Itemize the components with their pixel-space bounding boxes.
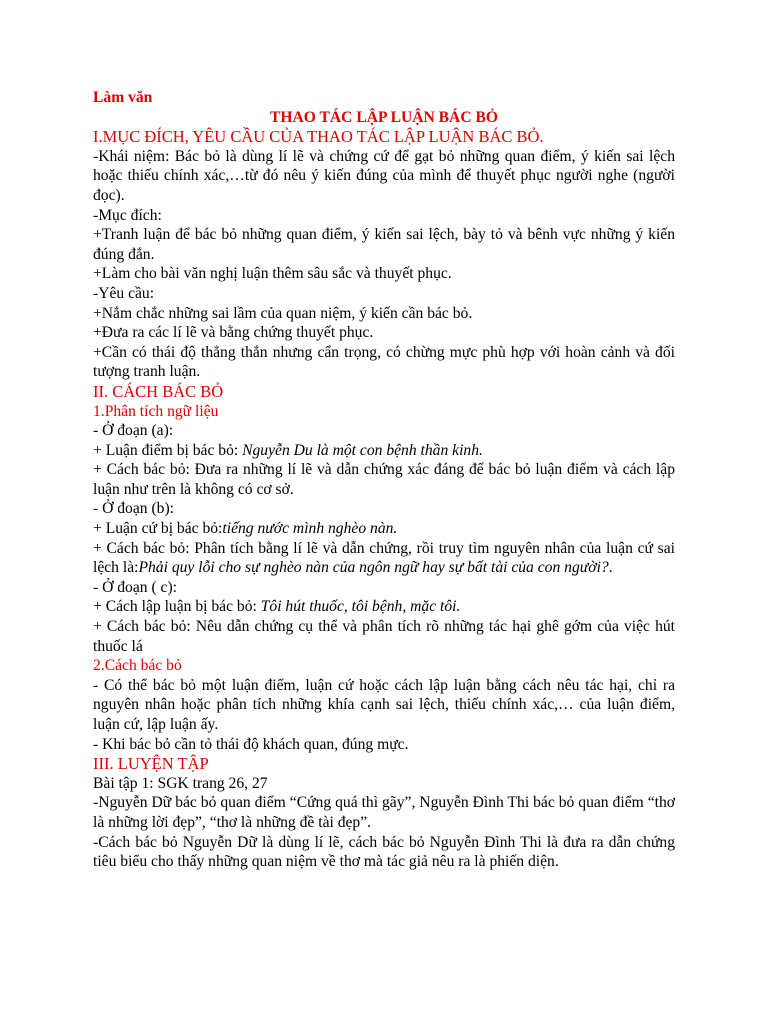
passage-b-method: + Cách bác bỏ: Phân tích bằng lí lẽ và dẫn chứng, rồi truy tìm nguyên nhân của luận cứ sai lệch là:Phải quy lỗi cho sự nghèo nàn của ngôn ngữ hay sự bất tài của con người?. [93, 539, 675, 577]
passage-c-reasoning: + Cách lập luận bị bác bỏ: Tôi hút thuốc, tôi bệnh, mặc tôi. [93, 598, 461, 616]
document-title: THAO TÁC LẬP LUẬN BÁC BỎ [269, 108, 499, 126]
exercise-1-answer-2: -Cách bác bỏ Nguyễn Dữ là dùng lí lẽ, cách bác bỏ Nguyễn Đình Thi là đưa ra dẫn chứng tiêu biểu cho thấy những quan niệm về thơ mà tác giả nêu ra là phiến diện. [93, 833, 675, 871]
document-page [93, 88, 675, 872]
passage-b-argument: + Luận cứ bị bác bỏ:tiếng nước mình nghèo nàn. [93, 520, 398, 538]
subject-label: Làm văn [93, 89, 153, 106]
requirement-item-1: +Nắm chắc những sai lầm của quan niệm, ý kiến cần bác bỏ. [93, 304, 473, 322]
purpose-item-2: +Làm cho bài văn nghị luận thêm sâu sắc và thuyết phục. [93, 265, 452, 283]
method-paragraph-2: - Khi bác bỏ cần tỏ thái độ khách quan, đúng mực. [93, 735, 409, 753]
subsection-method-heading: 2.Cách bác bỏ [93, 657, 182, 675]
section-2-heading: II. CÁCH BÁC BỎ [93, 381, 224, 401]
definition-paragraph: -Khái niệm: Bác bỏ là dùng lí lẽ và chứng cứ để gạt bỏ những quan điểm, ý kiến sai lệch hoặc thiếu chính xác,…từ đó nêu ý kiến đúng của mình để thuyết phục người nghe (người đọc). [93, 147, 675, 204]
exercise-1-answer-1: -Nguyễn Dữ bác bỏ quan điểm “Cứng quá thì gãy”, Nguyễn Đình Thi bác bỏ quan điểm “thơ là những lời đẹp”, “thơ là những đề tài đẹp”. [93, 794, 675, 831]
requirement-label: -Yêu cầu: [93, 284, 155, 302]
section-3-heading: III. LUYỆN TẬP [93, 754, 209, 774]
section-1-heading: I.MỤC ĐÍCH, YÊU CẦU CỦA THAO TÁC LẬP LUẬN BÁC BỎ. [93, 127, 544, 147]
passage-b-heading: - Ở đoạn (b): [93, 500, 174, 518]
passage-c-method: + Cách bác bỏ: Nêu dẫn chứng cụ thể và phân tích rõ những tác hại ghê gớm của việc hút thuốc lá [93, 618, 675, 655]
passage-a-method: + Cách bác bỏ: Đưa ra những lí lẽ và dẫn chứng xác đáng để bác bỏ luận điểm và cách lập luận như trên là không có cơ sở. [93, 461, 675, 498]
passage-a-thesis: + Luận điểm bị bác bỏ: Nguyễn Du là một con bệnh thần kinh. [93, 441, 483, 459]
purpose-label: -Mục đích: [93, 206, 162, 224]
requirement-item-3: +Cần có thái độ thẳng thắn nhưng cẩn trọng, có chừng mực phù hợp với hoàn cảnh và đối tượng tranh luận. [93, 343, 675, 381]
exercise-1-label: Bài tập 1: SGK trang 26, 27 [93, 774, 268, 792]
requirement-item-2: +Đưa ra các lí lẽ và bằng chứng thuyết phục. [93, 324, 374, 342]
purpose-item-1: +Tranh luận để bác bỏ những quan điểm, ý kiến sai lệch, bày tỏ và bênh vực những ý kiến đúng đắn. [93, 226, 675, 263]
subsection-analysis-heading: 1.Phân tích ngữ liệu [93, 402, 219, 420]
passage-c-heading: - Ở đoạn ( c): [93, 578, 177, 596]
passage-a-heading: - Ở đoạn (a): [93, 422, 174, 440]
method-paragraph-1: - Có thể bác bỏ một luận điểm, luận cứ hoặc cách lập luận bằng cách nêu tác hại, chỉ ra nguyên nhân hoặc phân tích những khía cạnh sai lệch, thiếu chính xác,… của luận điểm, luận cứ, lập luận ấy. [93, 676, 675, 733]
